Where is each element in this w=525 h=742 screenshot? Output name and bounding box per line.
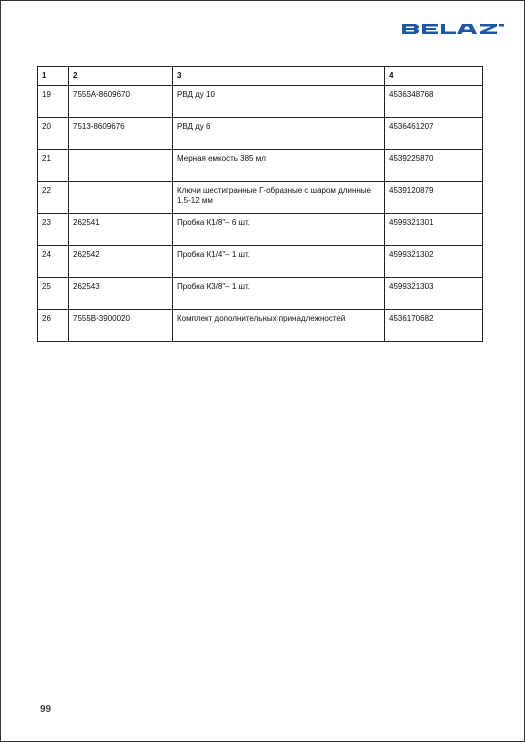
table-row (38, 86, 483, 118)
column-header-designation: 2 (69, 67, 173, 86)
page-number: 99 (40, 704, 52, 715)
cell-code: 4599321302 (385, 246, 483, 278)
table-row (38, 310, 483, 342)
cell-name: РВД ду 6 (173, 118, 385, 150)
cell-number: 19 (38, 86, 69, 118)
cell-designation (69, 150, 173, 182)
cell-name: Пробка К1/8"– 6 шт. (173, 214, 385, 246)
cell-code: 4536461207 (385, 118, 483, 150)
belaz-logo (402, 23, 504, 35)
cell-code: 4539225870 (385, 150, 483, 182)
cell-number: 22 (38, 182, 69, 214)
cell-number: 20 (38, 118, 69, 150)
column-header-name: 3 (173, 67, 385, 86)
table-row (38, 150, 483, 182)
cell-designation: 262542 (69, 246, 173, 278)
cell-designation: 262541 (69, 214, 173, 246)
cell-number: 23 (38, 214, 69, 246)
cell-code: 4536348768 (385, 86, 483, 118)
cell-name: Пробка К1/4"– 1 шт. (173, 246, 385, 278)
cell-designation: 7555A-8609670 (69, 86, 173, 118)
cell-number: 24 (38, 246, 69, 278)
cell-name: РВД ду 10 (173, 86, 385, 118)
cell-name: Пробка К3/8"– 1 шт. (173, 278, 385, 310)
cell-designation: 7513-8609676 (69, 118, 173, 150)
column-header-code: 4 (385, 67, 483, 86)
cell-designation: 7555B-3900020 (69, 310, 173, 342)
cell-code: 4599321301 (385, 214, 483, 246)
cell-name: Ключи шестигранные Г-образные с шаром длинные 1.5-12 мм (173, 182, 385, 214)
cell-number: 26 (38, 310, 69, 342)
table-header-row (38, 67, 483, 86)
column-header-number: 1 (38, 67, 69, 86)
table-row (38, 278, 483, 310)
cell-code: 4599321303 (385, 278, 483, 310)
cell-number: 25 (38, 278, 69, 310)
cell-code: 4539120879 (385, 182, 483, 214)
table-row (38, 118, 483, 150)
cell-designation (69, 182, 173, 214)
belaz-logo-icon (402, 23, 504, 35)
table-row (38, 214, 483, 246)
table-row (38, 246, 483, 278)
cell-name: Комплект дополнительных принадлежностей (173, 310, 385, 342)
cell-number: 21 (38, 150, 69, 182)
cell-name: Мерная емкость 385 мл (173, 150, 385, 182)
table-row (38, 182, 483, 214)
cell-code: 4536170682 (385, 310, 483, 342)
cell-designation: 262543 (69, 278, 173, 310)
parts-table (37, 66, 483, 342)
